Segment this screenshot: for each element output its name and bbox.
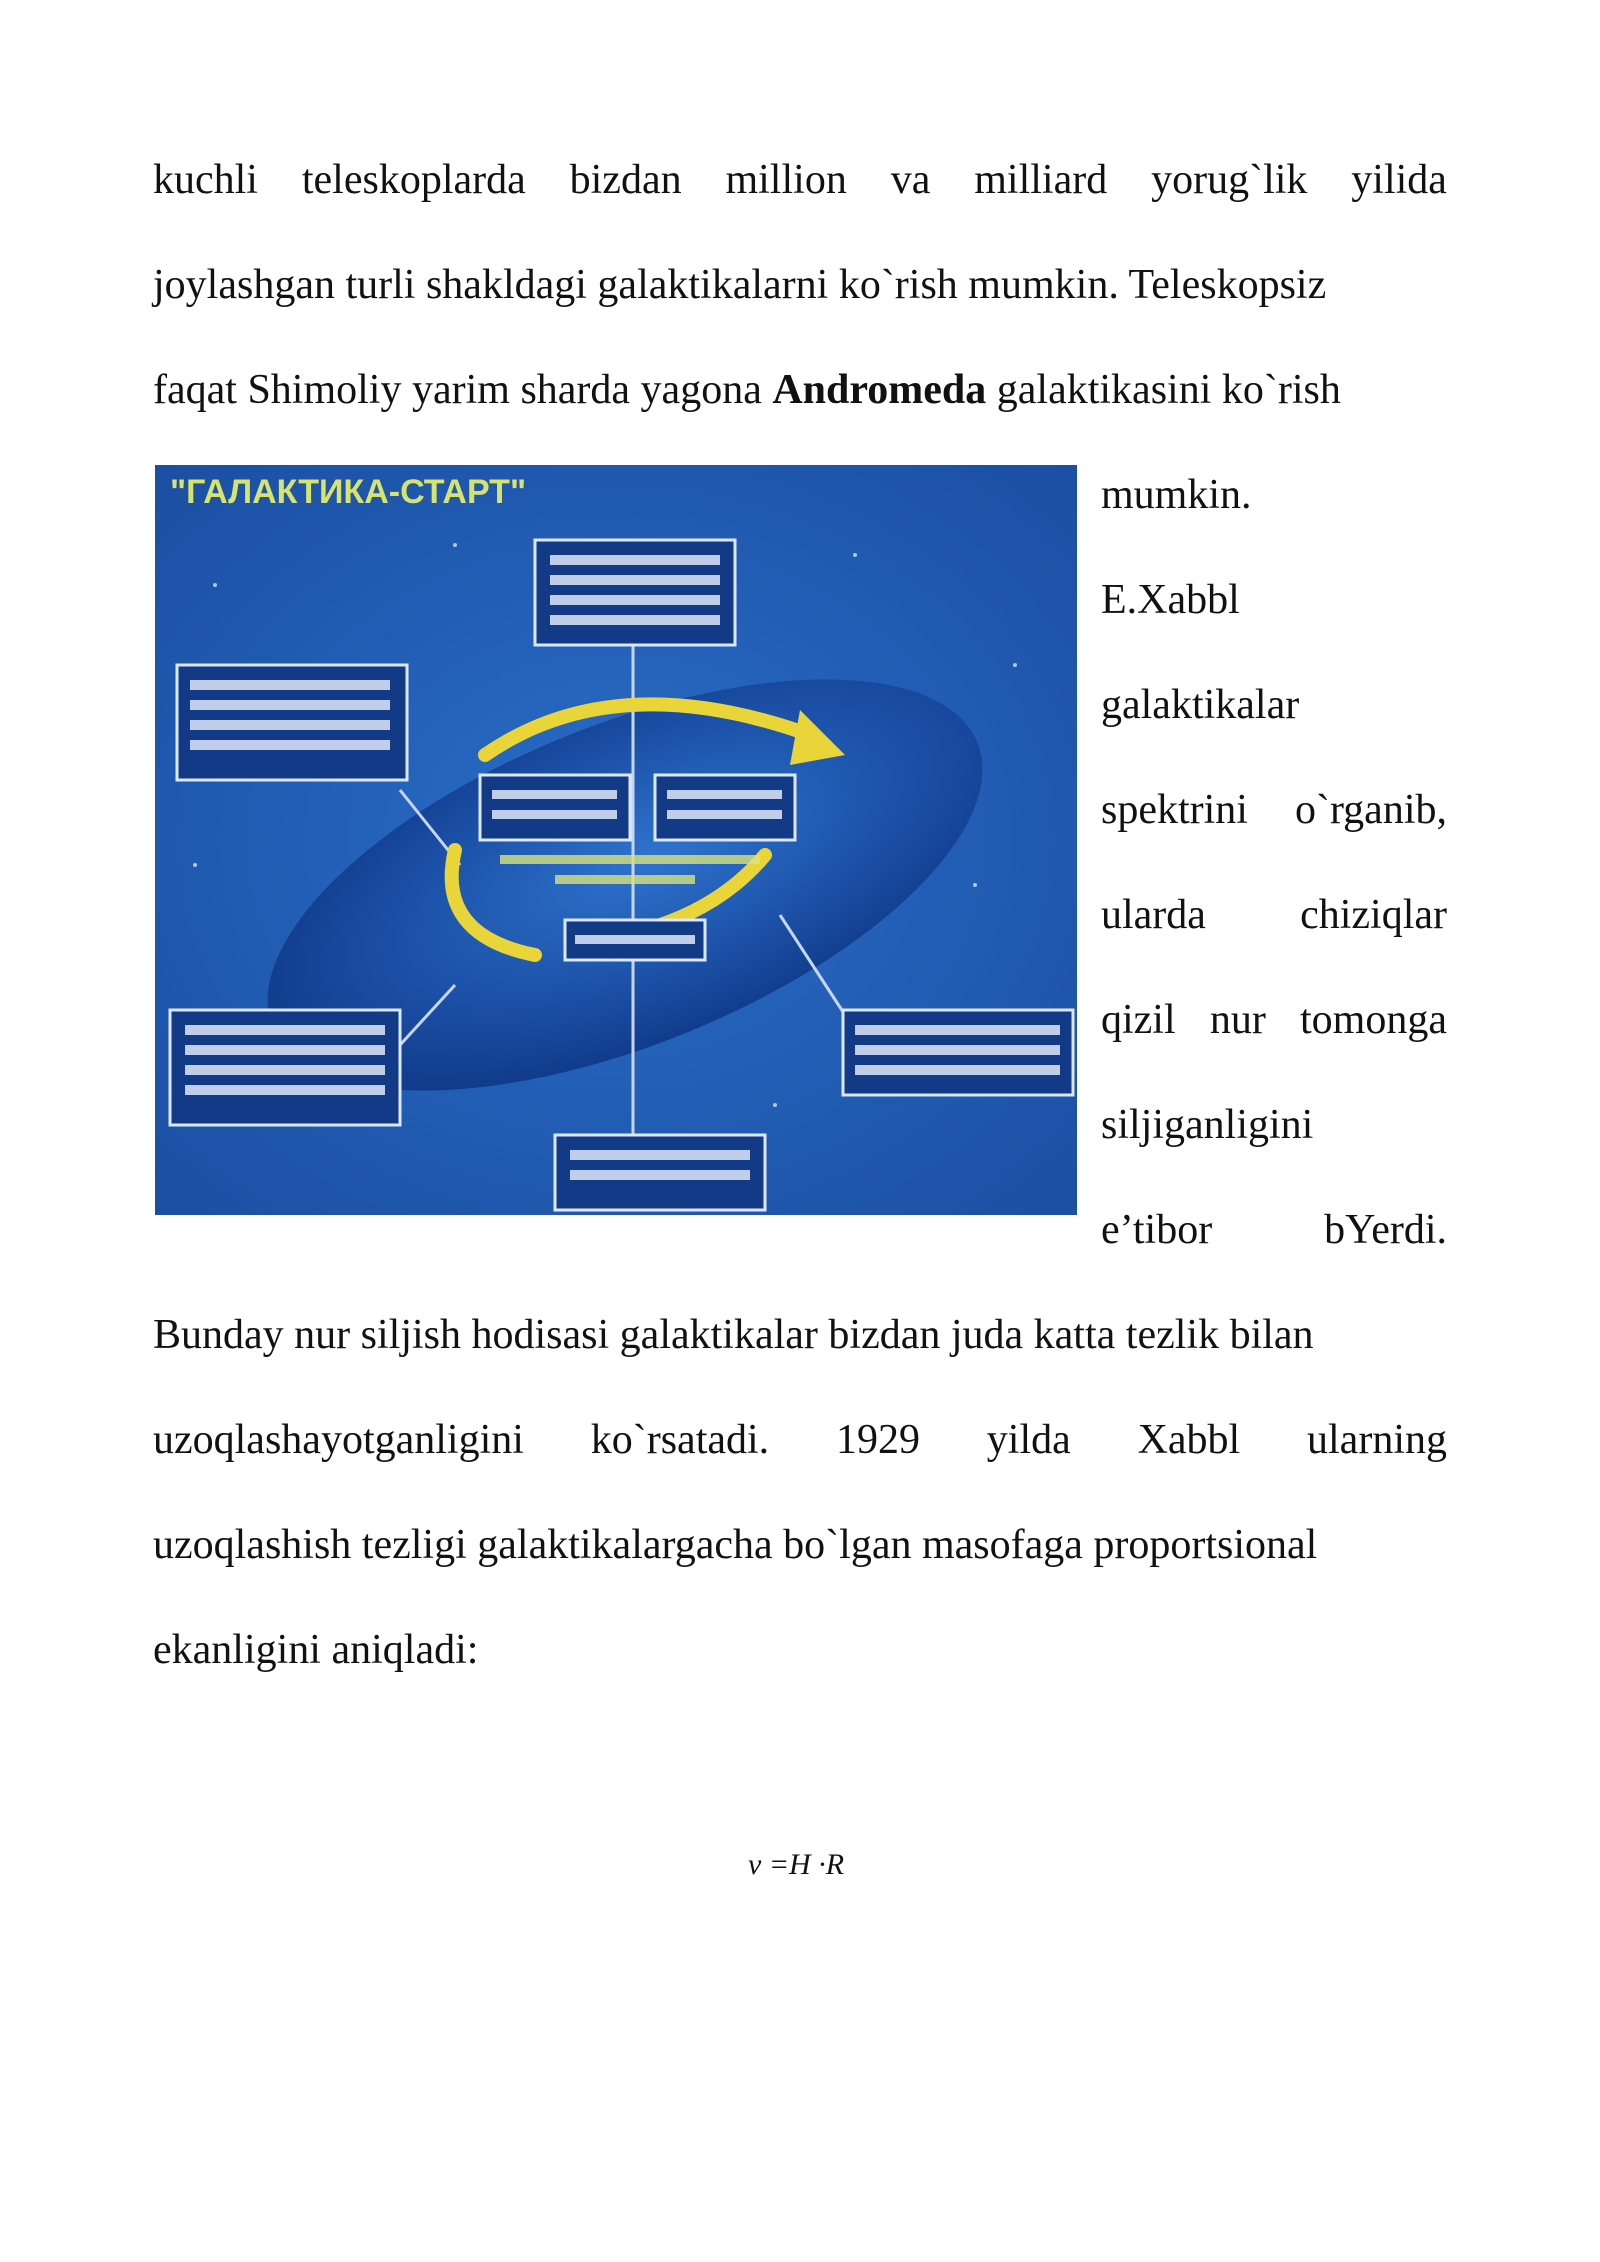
word: nur <box>1209 997 1266 1043</box>
side-line7: siljiganligini <box>1101 1102 1314 1148</box>
bold-term-andromeda: Andromeda <box>772 367 987 413</box>
word: spektrini <box>1101 787 1248 833</box>
word: uzoqlashayotganligini <box>153 1417 524 1463</box>
word: e’tibor <box>1101 1207 1213 1253</box>
word: bizdan <box>569 157 682 203</box>
side-line3: galaktikalar <box>1101 682 1300 728</box>
galaxy-diagram-illustration <box>155 465 1077 1215</box>
word: ko`rsatadi. <box>590 1417 770 1463</box>
side-line2: E.Xabbl <box>1101 577 1240 623</box>
word: yilda <box>986 1417 1071 1463</box>
word: milliard <box>974 157 1108 203</box>
paragraph2-line2 <box>153 1410 1447 1470</box>
paragraph1-line1 <box>153 150 1447 210</box>
word: tomonga <box>1300 997 1447 1043</box>
word: o`rganib, <box>1294 787 1447 833</box>
word: million <box>725 157 847 203</box>
paragraph1-line2: joylashgan turli shakldagi galaktikalarni ko`rish mumkin. Teleskopsiz <box>153 262 1327 308</box>
word: ularning <box>1307 1417 1447 1463</box>
paragraph2-line3: uzoqlashish tezligi galaktikalargacha bo`lgan masofaga proportsional <box>153 1522 1318 1568</box>
word: Xabbl <box>1137 1417 1241 1463</box>
side-line6 <box>1101 990 1447 1050</box>
word: bYerdi. <box>1324 1207 1447 1253</box>
side-line1: mumkin. <box>1101 472 1252 518</box>
text-run: galaktikasini ko`rish <box>986 367 1341 413</box>
paragraph2-line1: Bunday nur siljish hodisasi galaktikalar bizdan juda katta tezlik bilan <box>153 1312 1314 1358</box>
text-run: faqat Shimoliy yarim sharda yagona <box>153 367 773 413</box>
word: qizil <box>1101 997 1176 1043</box>
galaxy-diagram-figure <box>155 465 1077 1215</box>
paragraph1-line3 <box>153 360 1447 420</box>
side-line8 <box>1101 1200 1447 1260</box>
word: chiziqlar <box>1300 892 1447 938</box>
side-line4 <box>1101 780 1447 840</box>
word: yilida <box>1351 157 1447 203</box>
side-line5 <box>1101 885 1447 945</box>
word: kuchli <box>153 157 258 203</box>
word: yorug`lik <box>1151 157 1308 203</box>
word: va <box>890 157 931 203</box>
word: ularda <box>1101 892 1206 938</box>
hubble-law-formula: v =H ·R <box>748 1848 845 1881</box>
paragraph2-line4: ekanligini aniqladi: <box>153 1627 479 1673</box>
word: 1929 <box>835 1417 920 1463</box>
figure-title: "ГАЛАКТИКА-СТАРТ" <box>170 473 527 511</box>
word: teleskoplarda <box>301 157 526 203</box>
